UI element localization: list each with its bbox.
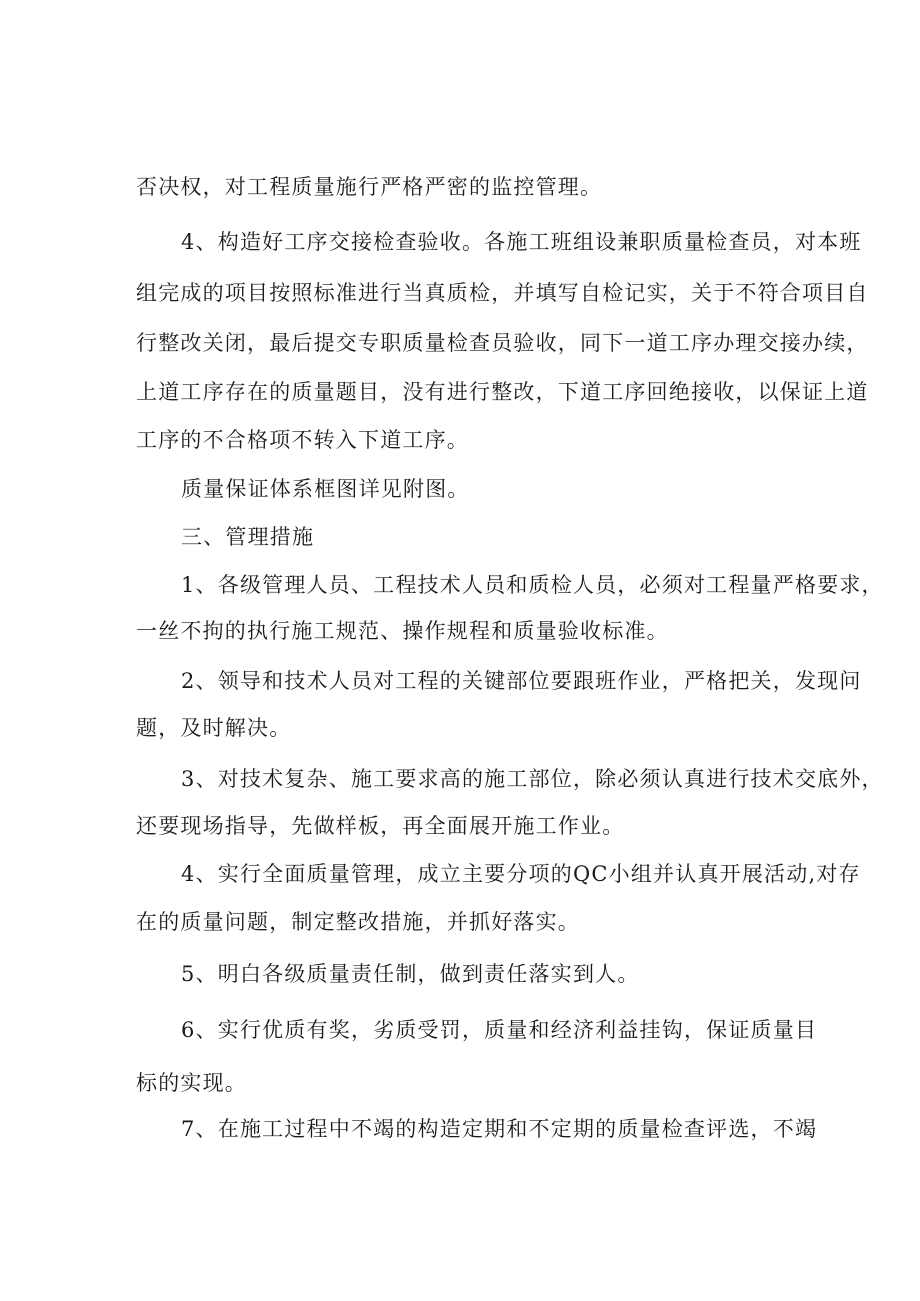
text-line: 一丝不拘的执行施工规范、操作规程和质量验收标准。 [136,619,669,643]
measure-item-2: 2、领导和技术人员对工程的关键部位要跟班作业，严格把关，发现问 [181,669,862,693]
text-line: 题，及时解决。 [136,716,292,740]
text-line: 工序的不合格项不转入下道工序。 [136,428,469,452]
paragraph-4-handover-inspection: 4、构造好工序交接检查验收。各施工班组设兼职质量检查员，对本班 [181,230,862,254]
text-line: 组完成的项目按照标准进行当真质检，并填写自检记实，关于不符合项目自 [136,281,869,305]
text-line: 行整改关闭，最后提交专职质量检查员验收，同下一道工序办理交接办续， [136,331,869,355]
text-line: 上道工序存在的质量题目，没有进行整改，下道工序回绝接收，以保证上道 [136,380,869,404]
measure-item-7: 7、在施工过程中不竭的构造定期和不定期的质量检查评选，不竭 [181,1117,818,1141]
measure-item-1: 1、各级管理人员、工程技术人员和质检人员，必须对工程量严格要求， [181,573,884,597]
measure-item-4: 4、实行全面质量管理，成立主要分项的QC小组并认真开展活动,对存 [181,862,861,886]
text-line: 标的实现。 [136,1071,247,1095]
measure-item-6: 6、实行优质有奖，劣质受罚，质量和经济利益挂钩，保证质量目 [181,1018,818,1042]
measure-item-3: 3、对技术复杂、施工要求高的施工部位，除必须认真进行技术交底外， [181,767,884,791]
quality-system-note: 质量保证体系框图详见附图。 [181,477,470,501]
section-heading-management-measures: 三、管理措施 [181,525,315,549]
measure-item-5: 5、明白各级质量责任制，做到责任落实到人。 [181,962,640,986]
text-line: 还要现场指导，先做样板，再全面展开施工作业。 [136,814,625,838]
text-line: 在的质量问题，制定整改措施，并抓好落实。 [136,910,580,934]
text-line: 否决权，对工程质量施行严格严密的监控管理。 [136,175,603,199]
